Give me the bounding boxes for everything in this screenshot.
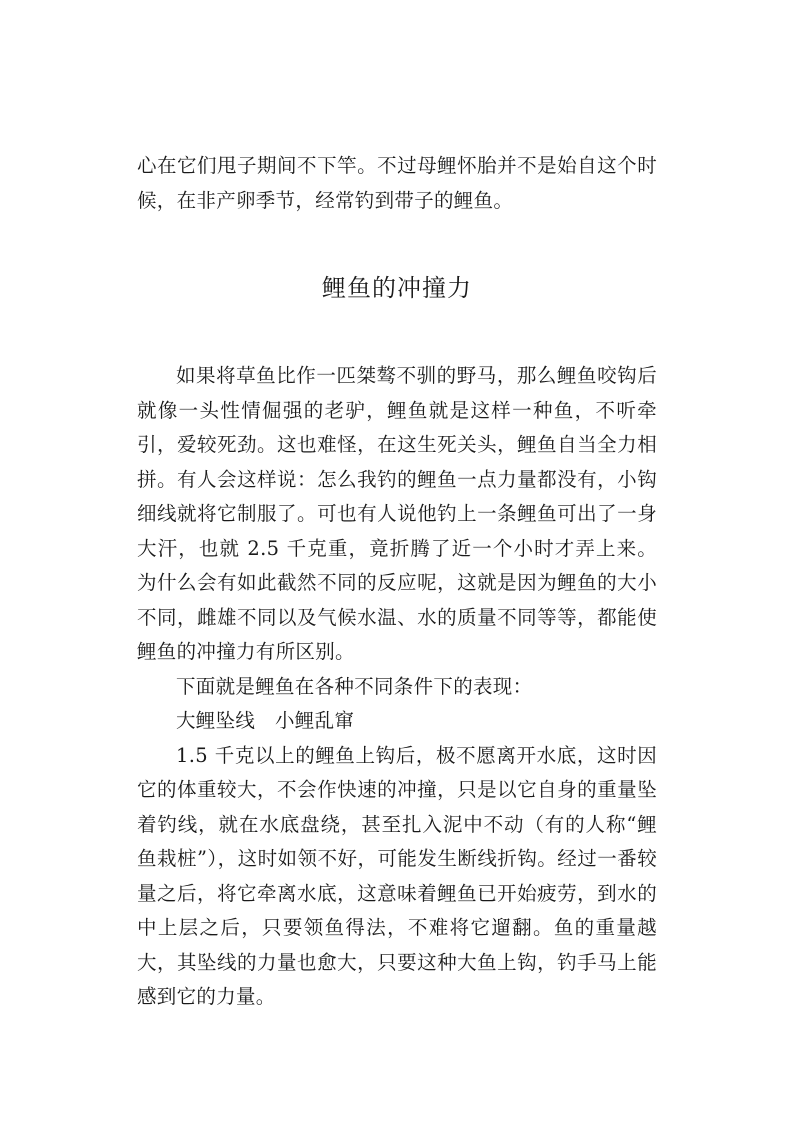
- body-paragraph: 如果将草鱼比作一匹桀骜不驯的野马，那么鲤鱼咬钩后就像一头性情倔强的老驴，鲤鱼就是这样一种鱼，不听牵引，爱较死劲。这也难怪，在这生死关头，鲤鱼自当全力相拼。有人会这样说：怎么我钓的鲤鱼一点力量都没有，小钩细线就将它制服了。可也有人说他钓上一条鲤鱼可出了一身大汗，也就 2.5 千克重，竟折腾了近一个小时才弄上来。为什么会有如此截然不同的反应呢，这就是因为鲤鱼的大小不同，雌雄不同以及气候水温、水的质量不同等等，都能使鲤鱼的冲撞力有所区别。: [137, 364, 657, 663]
- continued-paragraph: 心在它们甩子期间不下竿。不过母鲤怀胎并不是始自这个时候，在非产卵季节，经常钓到带子的鲤鱼。: [137, 154, 657, 212]
- body-paragraph: 1.5 千克以上的鲤鱼上钩后，极不愿离开水底，这时因它的体重较大，不会作快速的冲撞，只是以它自身的重量坠着钓线，就在水底盘绕，甚至扎入泥中不动（有的人称“鲤鱼栽桩”），这时如领不好，可能发生断线折钩。经过一番较量之后，将它牵离水底，这意味着鲤鱼已开始疲劳，到水的中上层之后，只要领鱼得法，不难将它遛翻。鱼的重量越大，其坠线的力量也愈大，只要这种大鱼上钩，钓手马上能感到它的力量。: [137, 743, 657, 1008]
- body-paragraph: 下面就是鲤鱼在各种不同条件下的表现：: [176, 674, 533, 698]
- subheading: 大鲤坠线 小鲤乱窜: [176, 709, 355, 732]
- section-body: [137, 359, 657, 1015]
- section-heading: 鲤鱼的冲撞力: [322, 274, 472, 302]
